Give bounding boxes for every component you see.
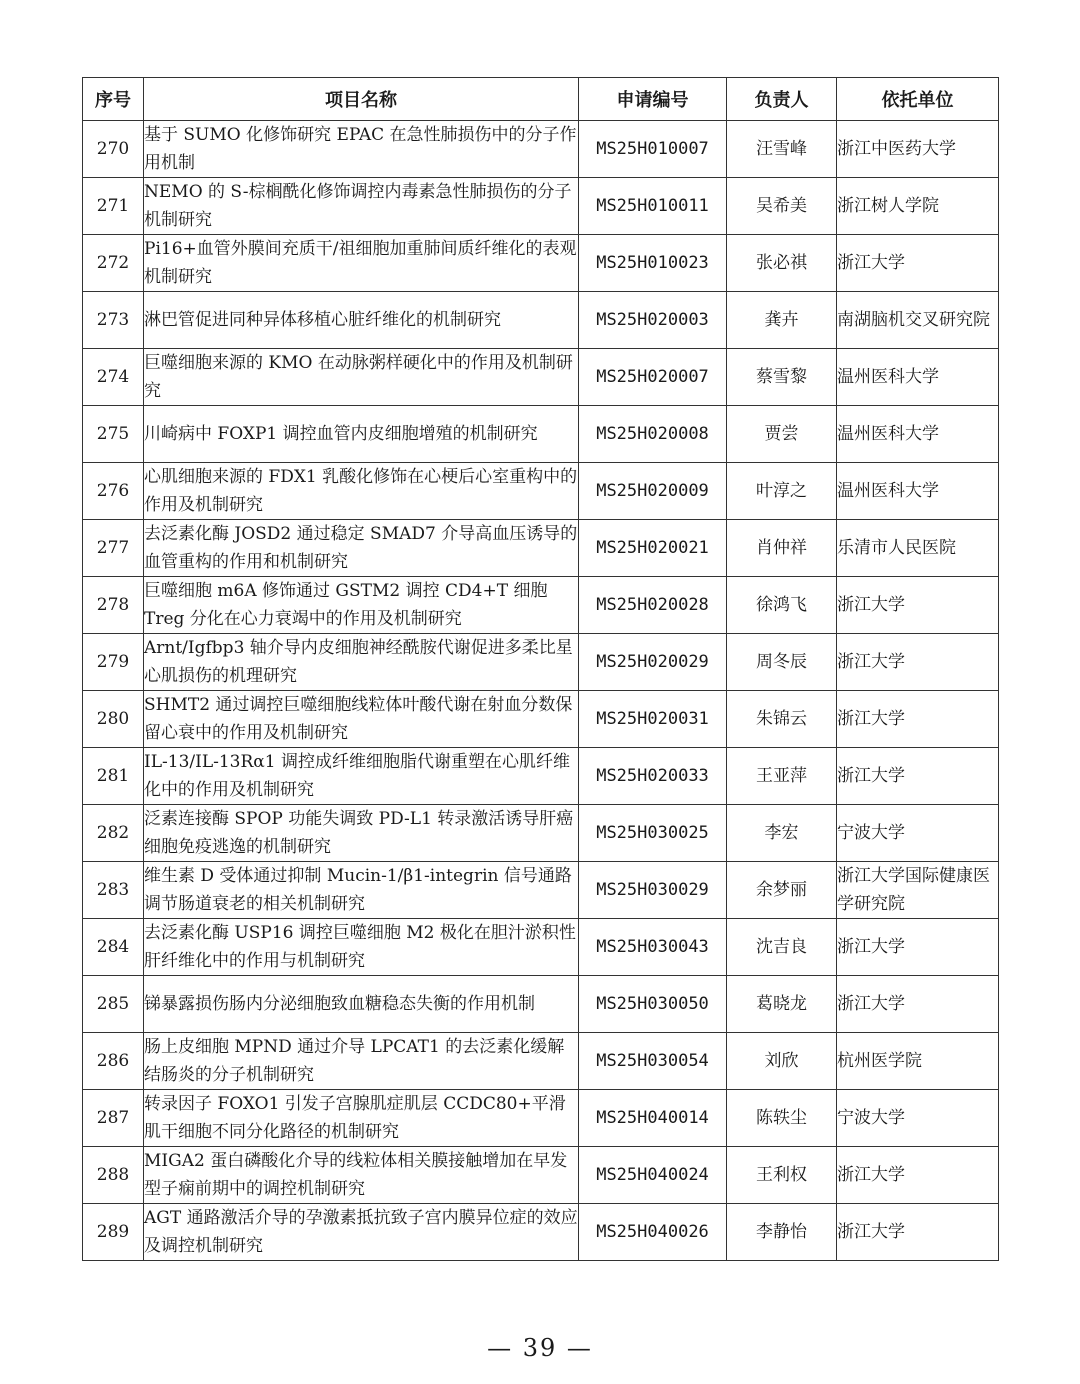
row-institution: 宁波大学 [837,1090,999,1147]
row-project-name: MIGA2 蛋白磷酸化介导的线粒体相关膜接触增加在早发型子痫前期中的调控机制研究 [144,1147,579,1204]
row-leader: 沈吉良 [727,919,837,976]
row-leader: 余梦丽 [727,862,837,919]
header-application-code: 申请编号 [579,78,727,121]
row-institution: 宁波大学 [837,805,999,862]
table-row [83,178,999,235]
table-row [83,463,999,520]
row-institution: 南湖脑机交叉研究院 [837,292,999,349]
row-project-name: 转录因子 FOXO1 引发子宫腺肌症肌层 CCDC80+平滑肌干细胞不同分化路径的机制研究 [144,1090,579,1147]
row-leader: 刘欣 [727,1033,837,1090]
row-institution: 浙江树人学院 [837,178,999,235]
row-project-name: Pi16+血管外膜间充质干/祖细胞加重肺间质纤维化的表观机制研究 [144,235,579,292]
row-seq: 275 [83,406,144,463]
row-seq: 289 [83,1204,144,1261]
table-row [83,1033,999,1090]
row-application-code: MS25H010023 [579,235,727,292]
header-project-name: 项目名称 [144,78,579,121]
row-leader: 叶淳之 [727,463,837,520]
row-institution: 杭州医学院 [837,1033,999,1090]
page-number: — 39 — [487,1334,593,1362]
row-leader: 王利权 [727,1147,837,1204]
row-application-code: MS25H020028 [579,577,727,634]
row-application-code: MS25H020031 [579,691,727,748]
row-application-code: MS25H020033 [579,748,727,805]
row-institution: 乐清市人民医院 [837,520,999,577]
row-leader: 贾尝 [727,406,837,463]
row-institution: 浙江大学 [837,1147,999,1204]
row-institution: 浙江大学 [837,691,999,748]
row-institution: 浙江大学 [837,1204,999,1261]
row-application-code: MS25H040026 [579,1204,727,1261]
row-seq: 276 [83,463,144,520]
row-institution: 温州医科大学 [837,463,999,520]
row-application-code: MS25H010007 [579,121,727,178]
row-seq: 273 [83,292,144,349]
row-institution: 浙江大学 [837,976,999,1033]
row-application-code: MS25H020008 [579,406,727,463]
header-institution: 依托单位 [837,78,999,121]
row-leader: 李静怡 [727,1204,837,1261]
table-row [83,520,999,577]
row-project-name: SHMT2 通过调控巨噬细胞线粒体叶酸代谢在射血分数保留心衰中的作用及机制研究 [144,691,579,748]
row-seq: 279 [83,634,144,691]
row-project-name: 巨噬细胞来源的 KMO 在动脉粥样硬化中的作用及机制研究 [144,349,579,406]
table-row [83,919,999,976]
row-project-name: IL-13/IL-13Rα1 调控成纤维细胞脂代谢重塑在心肌纤维化中的作用及机制研究 [144,748,579,805]
row-leader: 蔡雪黎 [727,349,837,406]
row-application-code: MS25H040024 [579,1147,727,1204]
row-application-code: MS25H030029 [579,862,727,919]
row-project-name: 肠上皮细胞 MPND 通过介导 LPCAT1 的去泛素化缓解结肠炎的分子机制研究 [144,1033,579,1090]
row-project-name: 去泛素化酶 USP16 调控巨噬细胞 M2 极化在胆汁淤积性肝纤维化中的作用与机制研究 [144,919,579,976]
row-project-name: 维生素 D 受体通过抑制 Mucin-1/β1-integrin 信号通路调节肠道衰老的相关机制研究 [144,862,579,919]
table-row [83,349,999,406]
row-application-code: MS25H040014 [579,1090,727,1147]
row-project-name: 川崎病中 FOXP1 调控血管内皮细胞增殖的机制研究 [144,406,579,463]
row-application-code: MS25H020009 [579,463,727,520]
row-leader: 徐鸿飞 [727,577,837,634]
row-project-name: 心肌细胞来源的 FDX1 乳酸化修饰在心梗后心室重构中的作用及机制研究 [144,463,579,520]
row-seq: 277 [83,520,144,577]
header-seq: 序号 [83,78,144,121]
row-leader: 张必祺 [727,235,837,292]
header-leader: 负责人 [727,78,837,121]
table-row [83,748,999,805]
row-application-code: MS25H020021 [579,520,727,577]
table-row [83,292,999,349]
row-institution: 浙江大学 [837,235,999,292]
row-seq: 283 [83,862,144,919]
row-application-code: MS25H020007 [579,349,727,406]
row-leader: 吴希美 [727,178,837,235]
table-row [83,862,999,919]
row-seq: 281 [83,748,144,805]
row-leader: 王亚萍 [727,748,837,805]
row-seq: 286 [83,1033,144,1090]
row-project-name: NEMO 的 S-棕榈酰化修饰调控内毒素急性肺损伤的分子机制研究 [144,178,579,235]
row-seq: 271 [83,178,144,235]
row-project-name: Arnt/Igfbp3 轴介导内皮细胞神经酰胺代谢促进多柔比星心肌损伤的机理研究 [144,634,579,691]
row-institution: 浙江中医药大学 [837,121,999,178]
row-leader: 汪雪峰 [727,121,837,178]
table-row [83,805,999,862]
row-institution: 温州医科大学 [837,406,999,463]
row-seq: 278 [83,577,144,634]
row-institution: 浙江大学 [837,748,999,805]
row-leader: 肖仲祥 [727,520,837,577]
table-row [83,1147,999,1204]
row-application-code: MS25H020003 [579,292,727,349]
table-row [83,235,999,292]
table-header-row [83,78,999,121]
row-application-code: MS25H010011 [579,178,727,235]
row-leader: 陈轶尘 [727,1090,837,1147]
row-leader: 龚卉 [727,292,837,349]
row-seq: 287 [83,1090,144,1147]
table-row [83,691,999,748]
row-seq: 270 [83,121,144,178]
project-table [82,77,999,1261]
table-row [83,577,999,634]
table-row [83,1204,999,1261]
row-institution: 浙江大学 [837,634,999,691]
table-body [83,121,999,1261]
row-leader: 李宏 [727,805,837,862]
row-project-name: 巨噬细胞 m6A 修饰通过 GSTM2 调控 CD4+T 细胞 Treg 分化在心力衰竭中的作用及机制研究 [144,577,579,634]
row-project-name: 去泛素化酶 JOSD2 通过稳定 SMAD7 介导高血压诱导的血管重构的作用和机制研究 [144,520,579,577]
row-project-name: 淋巴管促进同种异体移植心脏纤维化的机制研究 [144,292,579,349]
row-leader: 周冬辰 [727,634,837,691]
row-project-name: 基于 SUMO 化修饰研究 EPAC 在急性肺损伤中的分子作用机制 [144,121,579,178]
row-project-name: 泛素连接酶 SPOP 功能失调致 PD-L1 转录激活诱导肝癌细胞免疫逃逸的机制研究 [144,805,579,862]
row-application-code: MS25H030025 [579,805,727,862]
row-seq: 280 [83,691,144,748]
row-institution: 浙江大学国际健康医学研究院 [837,862,999,919]
row-seq: 288 [83,1147,144,1204]
row-application-code: MS25H030050 [579,976,727,1033]
row-leader: 朱锦云 [727,691,837,748]
row-institution: 浙江大学 [837,919,999,976]
row-application-code: MS25H030054 [579,1033,727,1090]
row-application-code: MS25H030043 [579,919,727,976]
table-row [83,976,999,1033]
row-institution: 浙江大学 [837,577,999,634]
row-leader: 葛晓龙 [727,976,837,1033]
row-seq: 274 [83,349,144,406]
row-project-name: AGT 通路激活介导的孕激素抵抗致子宫内膜异位症的效应及调控机制研究 [144,1204,579,1261]
table-row [83,406,999,463]
row-seq: 272 [83,235,144,292]
table-row [83,121,999,178]
row-institution: 温州医科大学 [837,349,999,406]
row-seq: 285 [83,976,144,1033]
row-application-code: MS25H020029 [579,634,727,691]
row-seq: 284 [83,919,144,976]
table-row [83,634,999,691]
row-seq: 282 [83,805,144,862]
table-row [83,1090,999,1147]
row-project-name: 锑暴露损伤肠内分泌细胞致血糖稳态失衡的作用机制 [144,976,579,1033]
